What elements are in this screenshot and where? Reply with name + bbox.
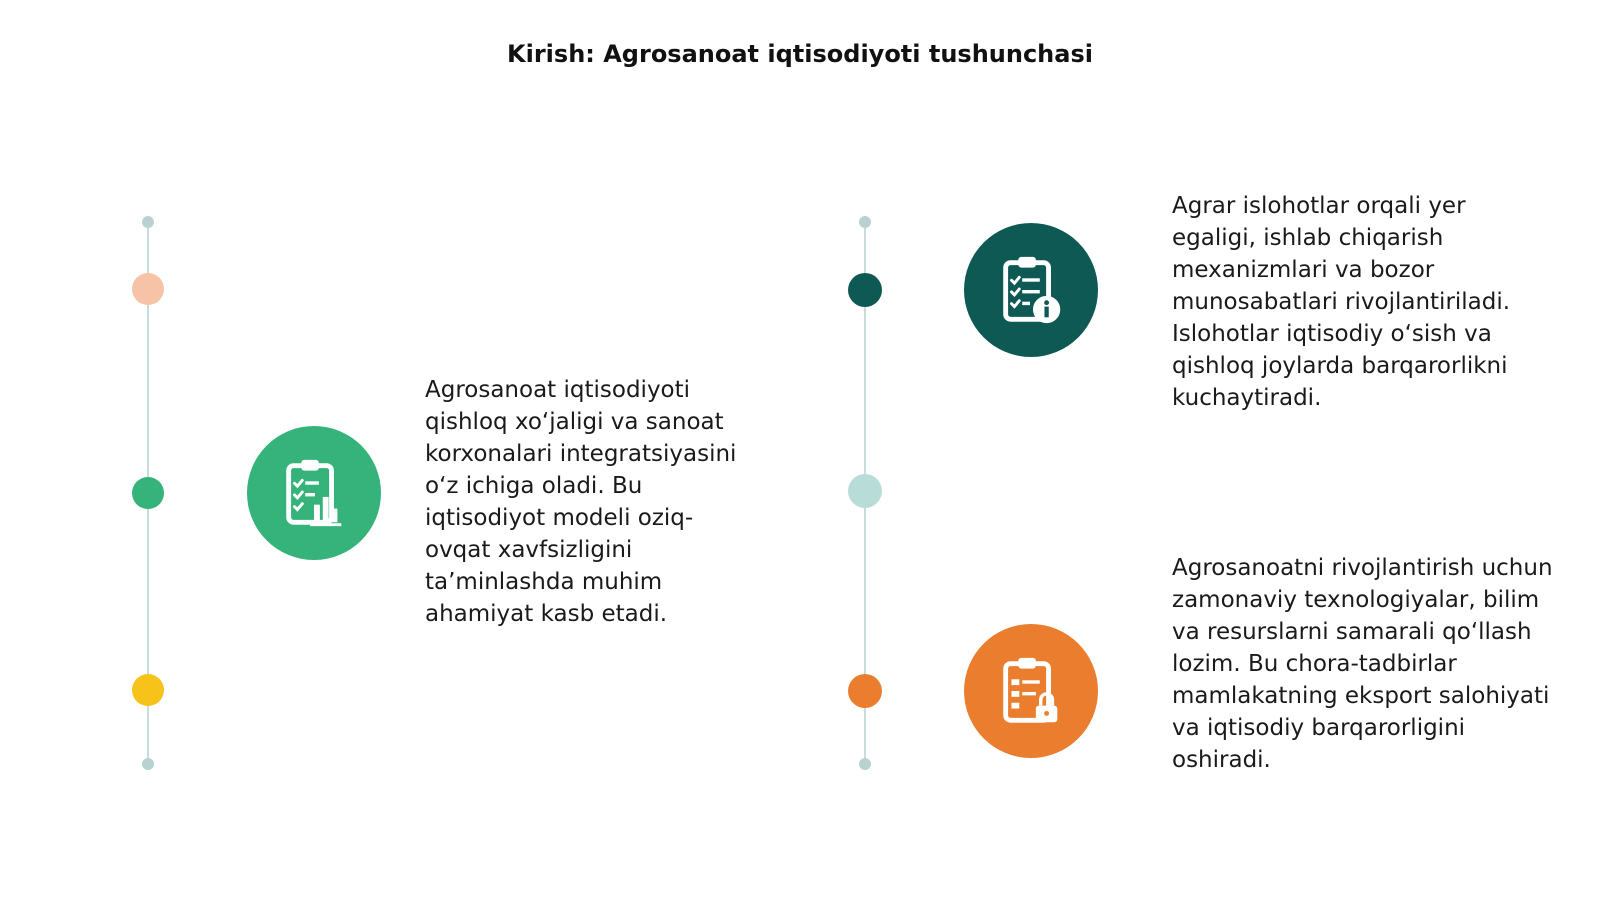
item-2-text: Agrar islohotlar orqali yer egaligi, ishlab chiqarish mexanizmlari va bozor munosabatlari rivojlantiriladi. Islohotlar iqtisodiy o‘sish va qishloq joylarda barqarorlikni kuchaytiradi.: [1172, 193, 1511, 411]
item-1-text: Agrosanoat iqtisodiyoti qishloq xo‘jaligi va sanoat korxonalari integratsiyasini o‘z ichiga oladi. Bu iqtisodiyot modeli oziq-ovqat xavfsizligini ta’minlashda muhim ahamiyat kasb etadi.: [425, 377, 737, 627]
timeline-marker-peach: [132, 273, 164, 305]
timeline-marker-yellow: [132, 674, 164, 706]
timeline-marker-light-teal: [848, 474, 882, 508]
timeline-marker-green: [132, 477, 164, 509]
item-3-text: Agrosanoatni rivojlantirish uchun zamonaviy texnologiyalar, bilim va resurslarni samarali qo‘llash lozim. Bu chora-tadbirlar mamlakatning eksport salohiyati va iqtisodiy barqarorligini oshiradi.: [1172, 555, 1553, 773]
timeline-endpoint: [859, 758, 871, 770]
timeline-marker-orange: [848, 674, 882, 708]
timeline-marker-dark-teal: [848, 273, 882, 307]
item-3-icon-circle: [964, 624, 1098, 758]
clipboard-lock-icon: [992, 652, 1070, 730]
item-1-icon-circle: [247, 426, 381, 560]
clipboard-info-icon: [992, 251, 1070, 329]
timeline-endpoint: [859, 216, 871, 228]
timeline-endpoint: [142, 758, 154, 770]
item-2-icon-circle: [964, 223, 1098, 357]
timeline-endpoint: [142, 216, 154, 228]
clipboard-chart-icon: [275, 454, 353, 532]
page-title: Kirish: Agrosanoat iqtisodiyoti tushunchasi: [507, 40, 1093, 68]
